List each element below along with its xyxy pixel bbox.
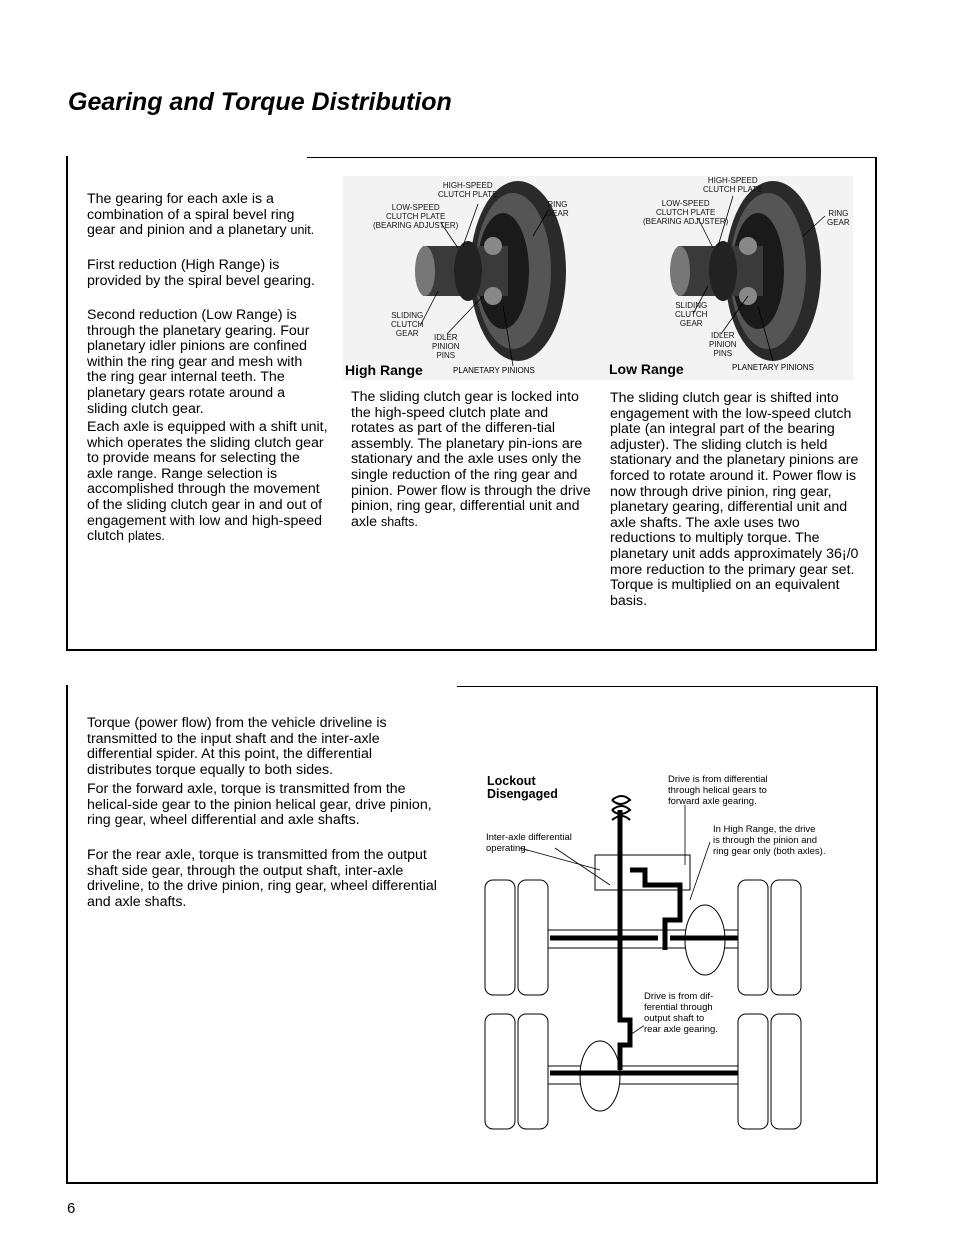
low-label-low-speed: LOW-SPEED CLUTCH PLATE (BEARING ADJUSTER)	[643, 199, 729, 226]
low-range-paragraph: The sliding clutch gear is shifted into engagement with the low-speed clutch plate (an integral part of the bearing adjuster). The sliding clutch is held stationary and the planetary pinions are forced to rotate around it. Power flow is now through drive pinion, ring gear, planetary gearing, differential unit and axle shafts. The axle uses two reductions to multiply torque. The planetary unit adds approximately 36¡/0 more reduction to the primary gear set. Torque is multiplied on an equivalent basis.	[610, 390, 859, 609]
section1-left-rule	[66, 156, 68, 651]
forward-drive-label: Drive is from differential through helical gears to forward axle gearing.	[668, 774, 768, 807]
section2-top-rule	[457, 686, 877, 687]
high-label-ring-gear: RING GEAR	[546, 200, 569, 218]
low-label-planetary: PLANETARY PINIONS	[732, 363, 814, 372]
rear-axle-paragraph: For the rear axle, torque is transmitted from the output shaft side gear, through the output shaft, inter-axle driveline, to the drive pinion, ring gear, wheel differential and axle shafts.	[87, 847, 437, 910]
second-reduction-paragraph: Second reduction (Low Range) is through the planetary gearing. Four planetary idler pinions are confined within the ring gear and mesh with the ring gear internal teeth. The planetary gears rotate around a sliding clutch gear.	[87, 307, 310, 417]
section2-bottom-rule	[66, 1182, 878, 1184]
high-range-paragraph: The sliding clutch gear is locked into the high-speed clutch plate and rotates as part of the differen-tial assembly. The planetary pin-ions are stationary and the axle uses only the single reduction of the ring gear and pinion. Power flow is through the drive pinion, ring gear, differential unit and axle shafts.	[351, 389, 591, 530]
page-number: 6	[67, 1200, 76, 1217]
power-flow-diagram	[480, 770, 860, 1160]
section1-right-rule	[875, 157, 877, 651]
high-label-low-speed: LOW-SPEED CLUTCH PLATE (BEARING ADJUSTER)	[373, 203, 459, 230]
range-figure	[343, 176, 853, 380]
low-label-ring-gear: RING GEAR	[827, 209, 850, 227]
torque-paragraph: Torque (power flow) from the vehicle driveline is transmitted to the input shaft and the inter-axle differential spider. At this point, the differential distributes torque equally to both sides.	[87, 715, 387, 778]
high-label-sliding: SLIDING CLUTCH GEAR	[391, 311, 424, 338]
gearing-paragraph: The gearing for each axle is a combination of a spiral bevel ring gear and pinion and a planetary unit.	[87, 191, 315, 239]
low-label-high-speed: HIGH-SPEED CLUTCH PLATE	[703, 176, 763, 194]
first-reduction-paragraph: First reduction (High Range) is provided by the spiral bevel gearing.	[87, 257, 315, 289]
high-label-high-speed: HIGH-SPEED CLUTCH PLATE	[438, 181, 498, 199]
shift-unit-paragraph: Each axle is equipped with a shift unit, which operates the sliding clutch gear to provide means for selecting the axle range. Range selection is accomplished through the movement of the sliding clutch gear in and out of engagement with low and high-speed clutch plates.	[87, 419, 328, 545]
section2-right-rule	[876, 686, 878, 1184]
high-label-planetary: PLANETARY PINIONS	[453, 366, 535, 375]
rear-drive-label: Drive is from dif- ferential through output shaft to rear axle gearing.	[644, 991, 718, 1035]
forward-axle-paragraph: For the forward axle, torque is transmitted from the helical-side gear to the pinion helical gear, drive pinion, ring gear, wheel differential and axle shafts.	[87, 781, 432, 829]
low-range-title: Low Range	[609, 361, 684, 377]
high-label-idler: IDLER PINION PINS	[432, 333, 460, 360]
section1-top-rule	[307, 157, 876, 158]
lockout-title: Lockout Disengaged	[487, 774, 558, 801]
high-range-drive-label: In High Range, the drive is through the pinion and ring gear only (both axles).	[713, 824, 826, 857]
section1-bottom-rule	[66, 649, 877, 651]
high-range-title: High Range	[345, 362, 423, 378]
low-label-idler: IDLER PINION PINS	[709, 331, 737, 358]
section2-left-rule	[66, 685, 68, 1184]
page-title: Gearing and Torque Distribution	[68, 88, 452, 116]
low-label-sliding: SLIDING CLUTCH GEAR	[675, 301, 708, 328]
input-shaft-icon	[612, 796, 630, 820]
interaxle-label: Inter-axle differential operating.	[486, 832, 572, 854]
